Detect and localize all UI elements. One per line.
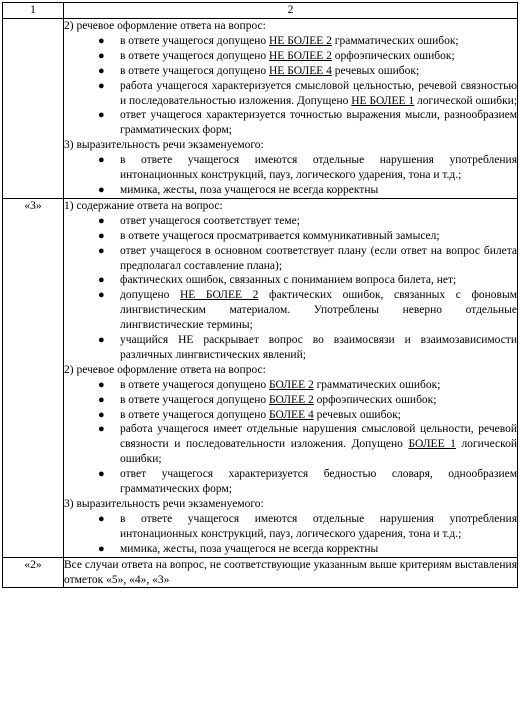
item-text: орфоэпических ошибок; xyxy=(313,393,437,406)
item-text: работа учащегося характеризуется смысловой цельностью, речевой связностью и последовательностью изложения. Допущено xyxy=(120,79,517,107)
list-item xyxy=(64,153,517,183)
bullet-icon: ● xyxy=(98,79,105,92)
header-col-1: 1 xyxy=(3,3,64,19)
criteria-table-body xyxy=(3,3,518,588)
list-item xyxy=(64,49,517,64)
list-item xyxy=(64,512,517,542)
header-col-2: 2 xyxy=(64,3,518,19)
bullet-icon: ● xyxy=(98,542,105,555)
item-text: мимика, жесты, поза учащегося не всегда корректны xyxy=(120,183,379,196)
list-item xyxy=(64,183,517,198)
list-item xyxy=(64,34,517,49)
item-text: речевых ошибок; xyxy=(331,64,420,77)
item-text: в ответе учащегося допущено xyxy=(120,408,269,421)
bullet-icon: ● xyxy=(98,109,105,122)
item-text: речевых ошибок; xyxy=(313,408,401,421)
bullet-icon: ● xyxy=(98,274,105,287)
bullet-icon: ● xyxy=(98,512,105,525)
item-text: в ответе учащегося допущено xyxy=(120,393,269,406)
bullet-icon: ● xyxy=(98,423,105,436)
item-text: в ответе учащегося просматривается коммуникативный замысел; xyxy=(120,229,440,242)
section-title: 1) содержание ответа на вопрос: xyxy=(64,199,223,212)
list-item xyxy=(64,422,517,467)
criteria-table xyxy=(2,2,518,588)
table-row xyxy=(3,198,518,557)
grade-cell: «2» xyxy=(3,557,64,588)
bullet-icon: ● xyxy=(98,34,105,47)
criteria-list xyxy=(64,214,517,363)
grade-description: Все случаи ответа на вопрос, не соответствующие указанным выше критериям выставления отметок «5», «4», «3» xyxy=(64,558,517,586)
list-item xyxy=(64,378,517,393)
criteria-cell xyxy=(64,19,518,199)
list-item xyxy=(64,64,517,79)
list-item xyxy=(64,273,517,288)
item-text: фактических ошибок, связанных с фоновым лингвистическим материалом. Употреблены неверно отдельные лингвистические термины; xyxy=(120,289,517,332)
emphasis-text: НЕ БОЛЕЕ 4 xyxy=(268,64,332,77)
list-item xyxy=(64,79,517,109)
item-text: допущено xyxy=(120,289,180,302)
list-item xyxy=(64,229,517,244)
item-text: в ответе учащегося имеются отдельные нарушения употребления интонационных конструкций, пауз, логического ударения, тона и т.д.; xyxy=(120,512,517,540)
item-text: орфоэпических ошибок; xyxy=(331,49,455,62)
bullet-icon: ● xyxy=(98,289,105,302)
section-title: 3) выразительность речи экзаменуемого: xyxy=(64,139,264,152)
list-item xyxy=(64,214,517,229)
criteria-list xyxy=(64,512,517,557)
emphasis-text: НЕ БОЛЕЕ 2 xyxy=(268,49,332,62)
item-text: в ответе учащегося допущено xyxy=(120,378,269,391)
emphasis-text: НЕ БОЛЕЕ 2 xyxy=(268,34,332,47)
criteria-cell xyxy=(64,198,518,557)
item-text: логической ошибки; xyxy=(120,438,517,466)
item-text: работа учащегося имеет отдельные нарушения смысловой цельности, речевой связности и последовательности изложения. Допущено xyxy=(120,423,517,451)
list-item xyxy=(64,108,517,138)
bullet-icon: ● xyxy=(98,468,105,481)
item-text: в ответе учащегося допущено xyxy=(120,64,269,77)
criteria-list xyxy=(64,153,517,198)
bullet-icon: ● xyxy=(98,229,105,242)
list-item xyxy=(64,244,517,274)
emphasis-text: БОЛЕЕ 4 xyxy=(268,408,314,421)
bullet-icon: ● xyxy=(98,64,105,77)
list-item xyxy=(64,393,517,408)
item-text: мимика, жесты, поза учащегося не всегда корректны xyxy=(120,542,379,555)
emphasis-text: НЕ БОЛЕЕ 2 xyxy=(179,289,259,302)
emphasis-text: НЕ БОЛЕЕ 1 xyxy=(351,94,415,107)
grade-cell: «3» xyxy=(3,198,64,557)
item-text: в ответе учащегося имеются отдельные нарушения употребления интонационных конструкций, пауз, логического ударения, тона и т.д.; xyxy=(120,154,517,182)
item-text: в ответе учащегося допущено xyxy=(120,49,269,62)
item-text: грамматических ошибок; xyxy=(331,34,459,47)
criteria-list xyxy=(64,34,517,138)
table-row xyxy=(3,557,518,588)
list-item xyxy=(64,408,517,423)
bullet-icon: ● xyxy=(98,334,105,347)
item-text: логической ошибки; xyxy=(414,94,518,107)
item-text: грамматических ошибок; xyxy=(313,378,441,391)
list-item xyxy=(64,333,517,363)
item-text: учащийся НЕ раскрывает вопрос во взаимосвязи и взаимозависимости различных лингвистических явлений; xyxy=(120,334,517,361)
bullet-icon: ● xyxy=(98,408,105,421)
section-title: 2) речевое оформление ответа на вопрос: xyxy=(64,20,266,32)
bullet-icon: ● xyxy=(98,49,105,62)
bullet-icon: ● xyxy=(98,214,105,227)
bullet-icon: ● xyxy=(98,393,105,406)
criteria-cell xyxy=(64,557,518,588)
emphasis-text: БОЛЕЕ 2 xyxy=(268,393,314,406)
section-title: 3) выразительность речи экзаменуемого: xyxy=(64,498,264,510)
bullet-icon: ● xyxy=(98,183,105,196)
item-text: ответ учащегося характеризуется бедностью словаря, однообразием грамматических форм; xyxy=(120,468,517,496)
list-item xyxy=(64,288,517,333)
item-text: ответ учащегося в основном соответствует плану (если ответ на вопрос билета предполагал составление плана); xyxy=(120,244,517,272)
emphasis-text: БОЛЕЕ 2 xyxy=(268,378,314,391)
emphasis-text: БОЛЕЕ 1 xyxy=(408,438,456,451)
grade-cell xyxy=(3,19,64,199)
item-text: фактических ошибок, связанных с пониманием вопроса билета, нет; xyxy=(120,274,457,287)
section-title: 2) речевое оформление ответа на вопрос: xyxy=(64,363,266,376)
table-header-row xyxy=(3,3,518,19)
item-text: ответ учащегося соответствует теме; xyxy=(120,214,300,227)
bullet-icon: ● xyxy=(98,378,105,391)
criteria-list xyxy=(64,378,517,497)
item-text: в ответе учащегося допущено xyxy=(120,34,269,47)
list-item xyxy=(64,542,517,557)
list-item xyxy=(64,467,517,497)
table-row xyxy=(3,19,518,199)
bullet-icon: ● xyxy=(98,244,105,257)
bullet-icon: ● xyxy=(98,154,105,167)
item-text: ответ учащегося характеризуется точностью выражения мысли, разнообразием грамматических форм; xyxy=(120,109,517,137)
